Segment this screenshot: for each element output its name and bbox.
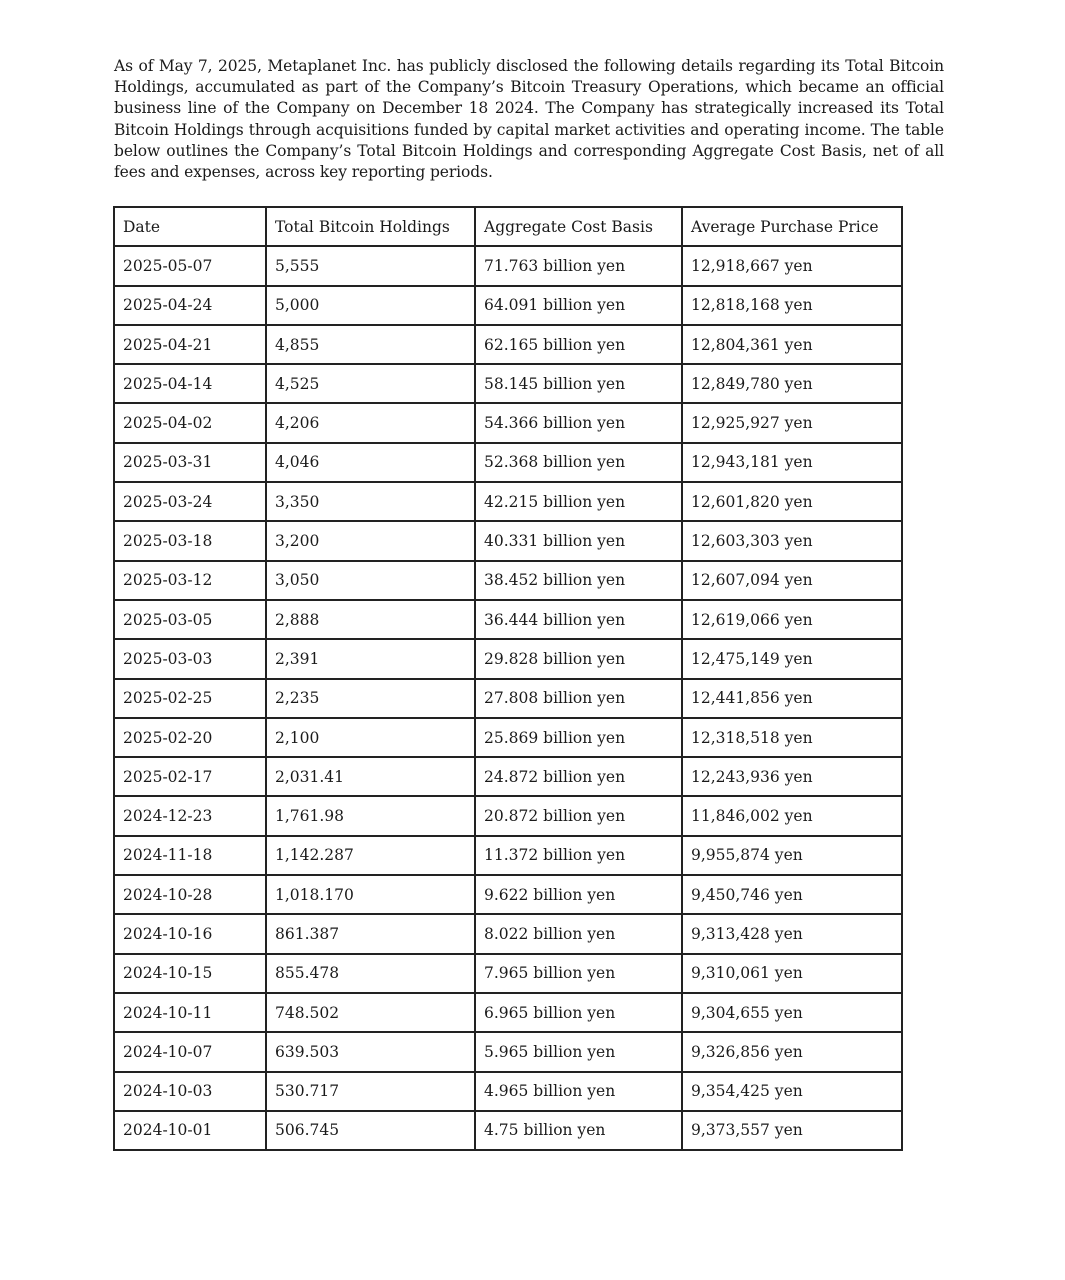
cell-aggregate-cost-basis: 25.869 billion yen [475, 718, 682, 757]
cell-average-purchase-price: 12,918,667 yen [682, 246, 902, 285]
bitcoin-holdings-table [113, 206, 903, 1151]
table-row [114, 796, 902, 835]
cell-average-purchase-price: 12,601,820 yen [682, 482, 902, 521]
cell-aggregate-cost-basis: 71.763 billion yen [475, 246, 682, 285]
cell-average-purchase-price: 9,450,746 yen [682, 875, 902, 914]
table-header-row [114, 207, 902, 246]
cell-aggregate-cost-basis: 9.622 billion yen [475, 875, 682, 914]
cell-total-bitcoin-holdings: 506.745 [266, 1111, 475, 1150]
cell-aggregate-cost-basis: 6.965 billion yen [475, 993, 682, 1032]
cell-total-bitcoin-holdings: 2,235 [266, 679, 475, 718]
table-row [114, 286, 902, 325]
table-row [114, 679, 902, 718]
cell-aggregate-cost-basis: 5.965 billion yen [475, 1032, 682, 1071]
cell-aggregate-cost-basis: 8.022 billion yen [475, 914, 682, 953]
table-row [114, 993, 902, 1032]
table-row [114, 403, 902, 442]
cell-average-purchase-price: 9,313,428 yen [682, 914, 902, 953]
cell-aggregate-cost-basis: 52.368 billion yen [475, 443, 682, 482]
cell-average-purchase-price: 12,804,361 yen [682, 325, 902, 364]
cell-average-purchase-price: 9,373,557 yen [682, 1111, 902, 1150]
table-row [114, 600, 902, 639]
table-row [114, 443, 902, 482]
table-row [114, 914, 902, 953]
cell-aggregate-cost-basis: 7.965 billion yen [475, 954, 682, 993]
cell-total-bitcoin-holdings: 5,555 [266, 246, 475, 285]
table-row [114, 482, 902, 521]
cell-aggregate-cost-basis: 40.331 billion yen [475, 521, 682, 560]
cell-aggregate-cost-basis: 54.366 billion yen [475, 403, 682, 442]
cell-date: 2024-12-23 [114, 796, 266, 835]
cell-average-purchase-price: 12,943,181 yen [682, 443, 902, 482]
cell-total-bitcoin-holdings: 3,200 [266, 521, 475, 560]
cell-date: 2025-03-31 [114, 443, 266, 482]
cell-date: 2025-04-02 [114, 403, 266, 442]
cell-total-bitcoin-holdings: 855.478 [266, 954, 475, 993]
cell-average-purchase-price: 12,603,303 yen [682, 521, 902, 560]
cell-date: 2025-03-05 [114, 600, 266, 639]
cell-aggregate-cost-basis: 64.091 billion yen [475, 286, 682, 325]
table-row [114, 954, 902, 993]
cell-aggregate-cost-basis: 42.215 billion yen [475, 482, 682, 521]
cell-total-bitcoin-holdings: 4,206 [266, 403, 475, 442]
cell-total-bitcoin-holdings: 1,142.287 [266, 836, 475, 875]
cell-total-bitcoin-holdings: 2,888 [266, 600, 475, 639]
table-body [114, 246, 902, 1150]
cell-aggregate-cost-basis: 36.444 billion yen [475, 600, 682, 639]
cell-average-purchase-price: 12,318,518 yen [682, 718, 902, 757]
cell-total-bitcoin-holdings: 3,350 [266, 482, 475, 521]
cell-aggregate-cost-basis: 27.808 billion yen [475, 679, 682, 718]
cell-average-purchase-price: 12,475,149 yen [682, 639, 902, 678]
table-row [114, 246, 902, 285]
cell-aggregate-cost-basis: 20.872 billion yen [475, 796, 682, 835]
cell-total-bitcoin-holdings: 639.503 [266, 1032, 475, 1071]
cell-aggregate-cost-basis: 29.828 billion yen [475, 639, 682, 678]
cell-total-bitcoin-holdings: 4,525 [266, 364, 475, 403]
header-aggregate-cost-basis: Aggregate Cost Basis [475, 207, 682, 246]
table-row [114, 364, 902, 403]
cell-date: 2025-05-07 [114, 246, 266, 285]
cell-average-purchase-price: 9,326,856 yen [682, 1032, 902, 1071]
cell-date: 2025-03-12 [114, 561, 266, 600]
cell-total-bitcoin-holdings: 4,855 [266, 325, 475, 364]
cell-average-purchase-price: 9,310,061 yen [682, 954, 902, 993]
cell-date: 2024-10-15 [114, 954, 266, 993]
cell-date: 2025-02-25 [114, 679, 266, 718]
table-row [114, 521, 902, 560]
table-row [114, 718, 902, 757]
table-row [114, 561, 902, 600]
cell-average-purchase-price: 12,243,936 yen [682, 757, 902, 796]
table-row [114, 1111, 902, 1150]
cell-date: 2024-11-18 [114, 836, 266, 875]
cell-average-purchase-price: 12,849,780 yen [682, 364, 902, 403]
cell-total-bitcoin-holdings: 748.502 [266, 993, 475, 1032]
table-row [114, 1032, 902, 1071]
cell-aggregate-cost-basis: 4.75 billion yen [475, 1111, 682, 1150]
cell-total-bitcoin-holdings: 1,761.98 [266, 796, 475, 835]
cell-date: 2025-02-20 [114, 718, 266, 757]
cell-total-bitcoin-holdings: 5,000 [266, 286, 475, 325]
cell-aggregate-cost-basis: 58.145 billion yen [475, 364, 682, 403]
cell-average-purchase-price: 12,925,927 yen [682, 403, 902, 442]
cell-date: 2025-04-14 [114, 364, 266, 403]
cell-average-purchase-price: 9,304,655 yen [682, 993, 902, 1032]
cell-total-bitcoin-holdings: 530.717 [266, 1072, 475, 1111]
cell-total-bitcoin-holdings: 861.387 [266, 914, 475, 953]
cell-average-purchase-price: 12,607,094 yen [682, 561, 902, 600]
cell-date: 2025-04-24 [114, 286, 266, 325]
cell-total-bitcoin-holdings: 3,050 [266, 561, 475, 600]
cell-average-purchase-price: 12,441,856 yen [682, 679, 902, 718]
table-row [114, 1072, 902, 1111]
cell-average-purchase-price: 11,846,002 yen [682, 796, 902, 835]
cell-date: 2024-10-16 [114, 914, 266, 953]
table-row [114, 639, 902, 678]
header-average-purchase-price: Average Purchase Price [682, 207, 902, 246]
cell-total-bitcoin-holdings: 4,046 [266, 443, 475, 482]
cell-total-bitcoin-holdings: 2,391 [266, 639, 475, 678]
cell-aggregate-cost-basis: 38.452 billion yen [475, 561, 682, 600]
cell-date: 2024-10-28 [114, 875, 266, 914]
cell-date: 2024-10-03 [114, 1072, 266, 1111]
table-row [114, 836, 902, 875]
header-total-bitcoin-holdings: Total Bitcoin Holdings [266, 207, 475, 246]
cell-average-purchase-price: 12,619,066 yen [682, 600, 902, 639]
cell-total-bitcoin-holdings: 2,031.41 [266, 757, 475, 796]
cell-date: 2024-10-01 [114, 1111, 266, 1150]
cell-average-purchase-price: 9,955,874 yen [682, 836, 902, 875]
header-date: Date [114, 207, 266, 246]
cell-total-bitcoin-holdings: 2,100 [266, 718, 475, 757]
cell-aggregate-cost-basis: 62.165 billion yen [475, 325, 682, 364]
cell-aggregate-cost-basis: 24.872 billion yen [475, 757, 682, 796]
cell-average-purchase-price: 9,354,425 yen [682, 1072, 902, 1111]
cell-date: 2025-03-24 [114, 482, 266, 521]
cell-aggregate-cost-basis: 4.965 billion yen [475, 1072, 682, 1111]
table-row [114, 757, 902, 796]
cell-total-bitcoin-holdings: 1,018.170 [266, 875, 475, 914]
cell-date: 2025-04-21 [114, 325, 266, 364]
table-row [114, 875, 902, 914]
cell-date: 2025-03-03 [114, 639, 266, 678]
cell-date: 2024-10-07 [114, 1032, 266, 1071]
intro-paragraph: As of May 7, 2025, Metaplanet Inc. has publicly disclosed the following details regarding its Total Bitcoin Holdings, accumulated as part of the Company’s Bitcoin Treasury Operations, which became an official business line of the Company on December 18 2024. The Company has strategically increased its Total Bitcoin Holdings through acquisitions funded by capital market activities and operating income. The table below outlines the Company’s Total Bitcoin Holdings and corresponding Aggregate Cost Basis, net of all fees and expenses, across key reporting periods. [114, 57, 944, 182]
cell-date: 2025-02-17 [114, 757, 266, 796]
cell-date: 2025-03-18 [114, 521, 266, 560]
cell-aggregate-cost-basis: 11.372 billion yen [475, 836, 682, 875]
cell-date: 2024-10-11 [114, 993, 266, 1032]
cell-average-purchase-price: 12,818,168 yen [682, 286, 902, 325]
table-row [114, 325, 902, 364]
